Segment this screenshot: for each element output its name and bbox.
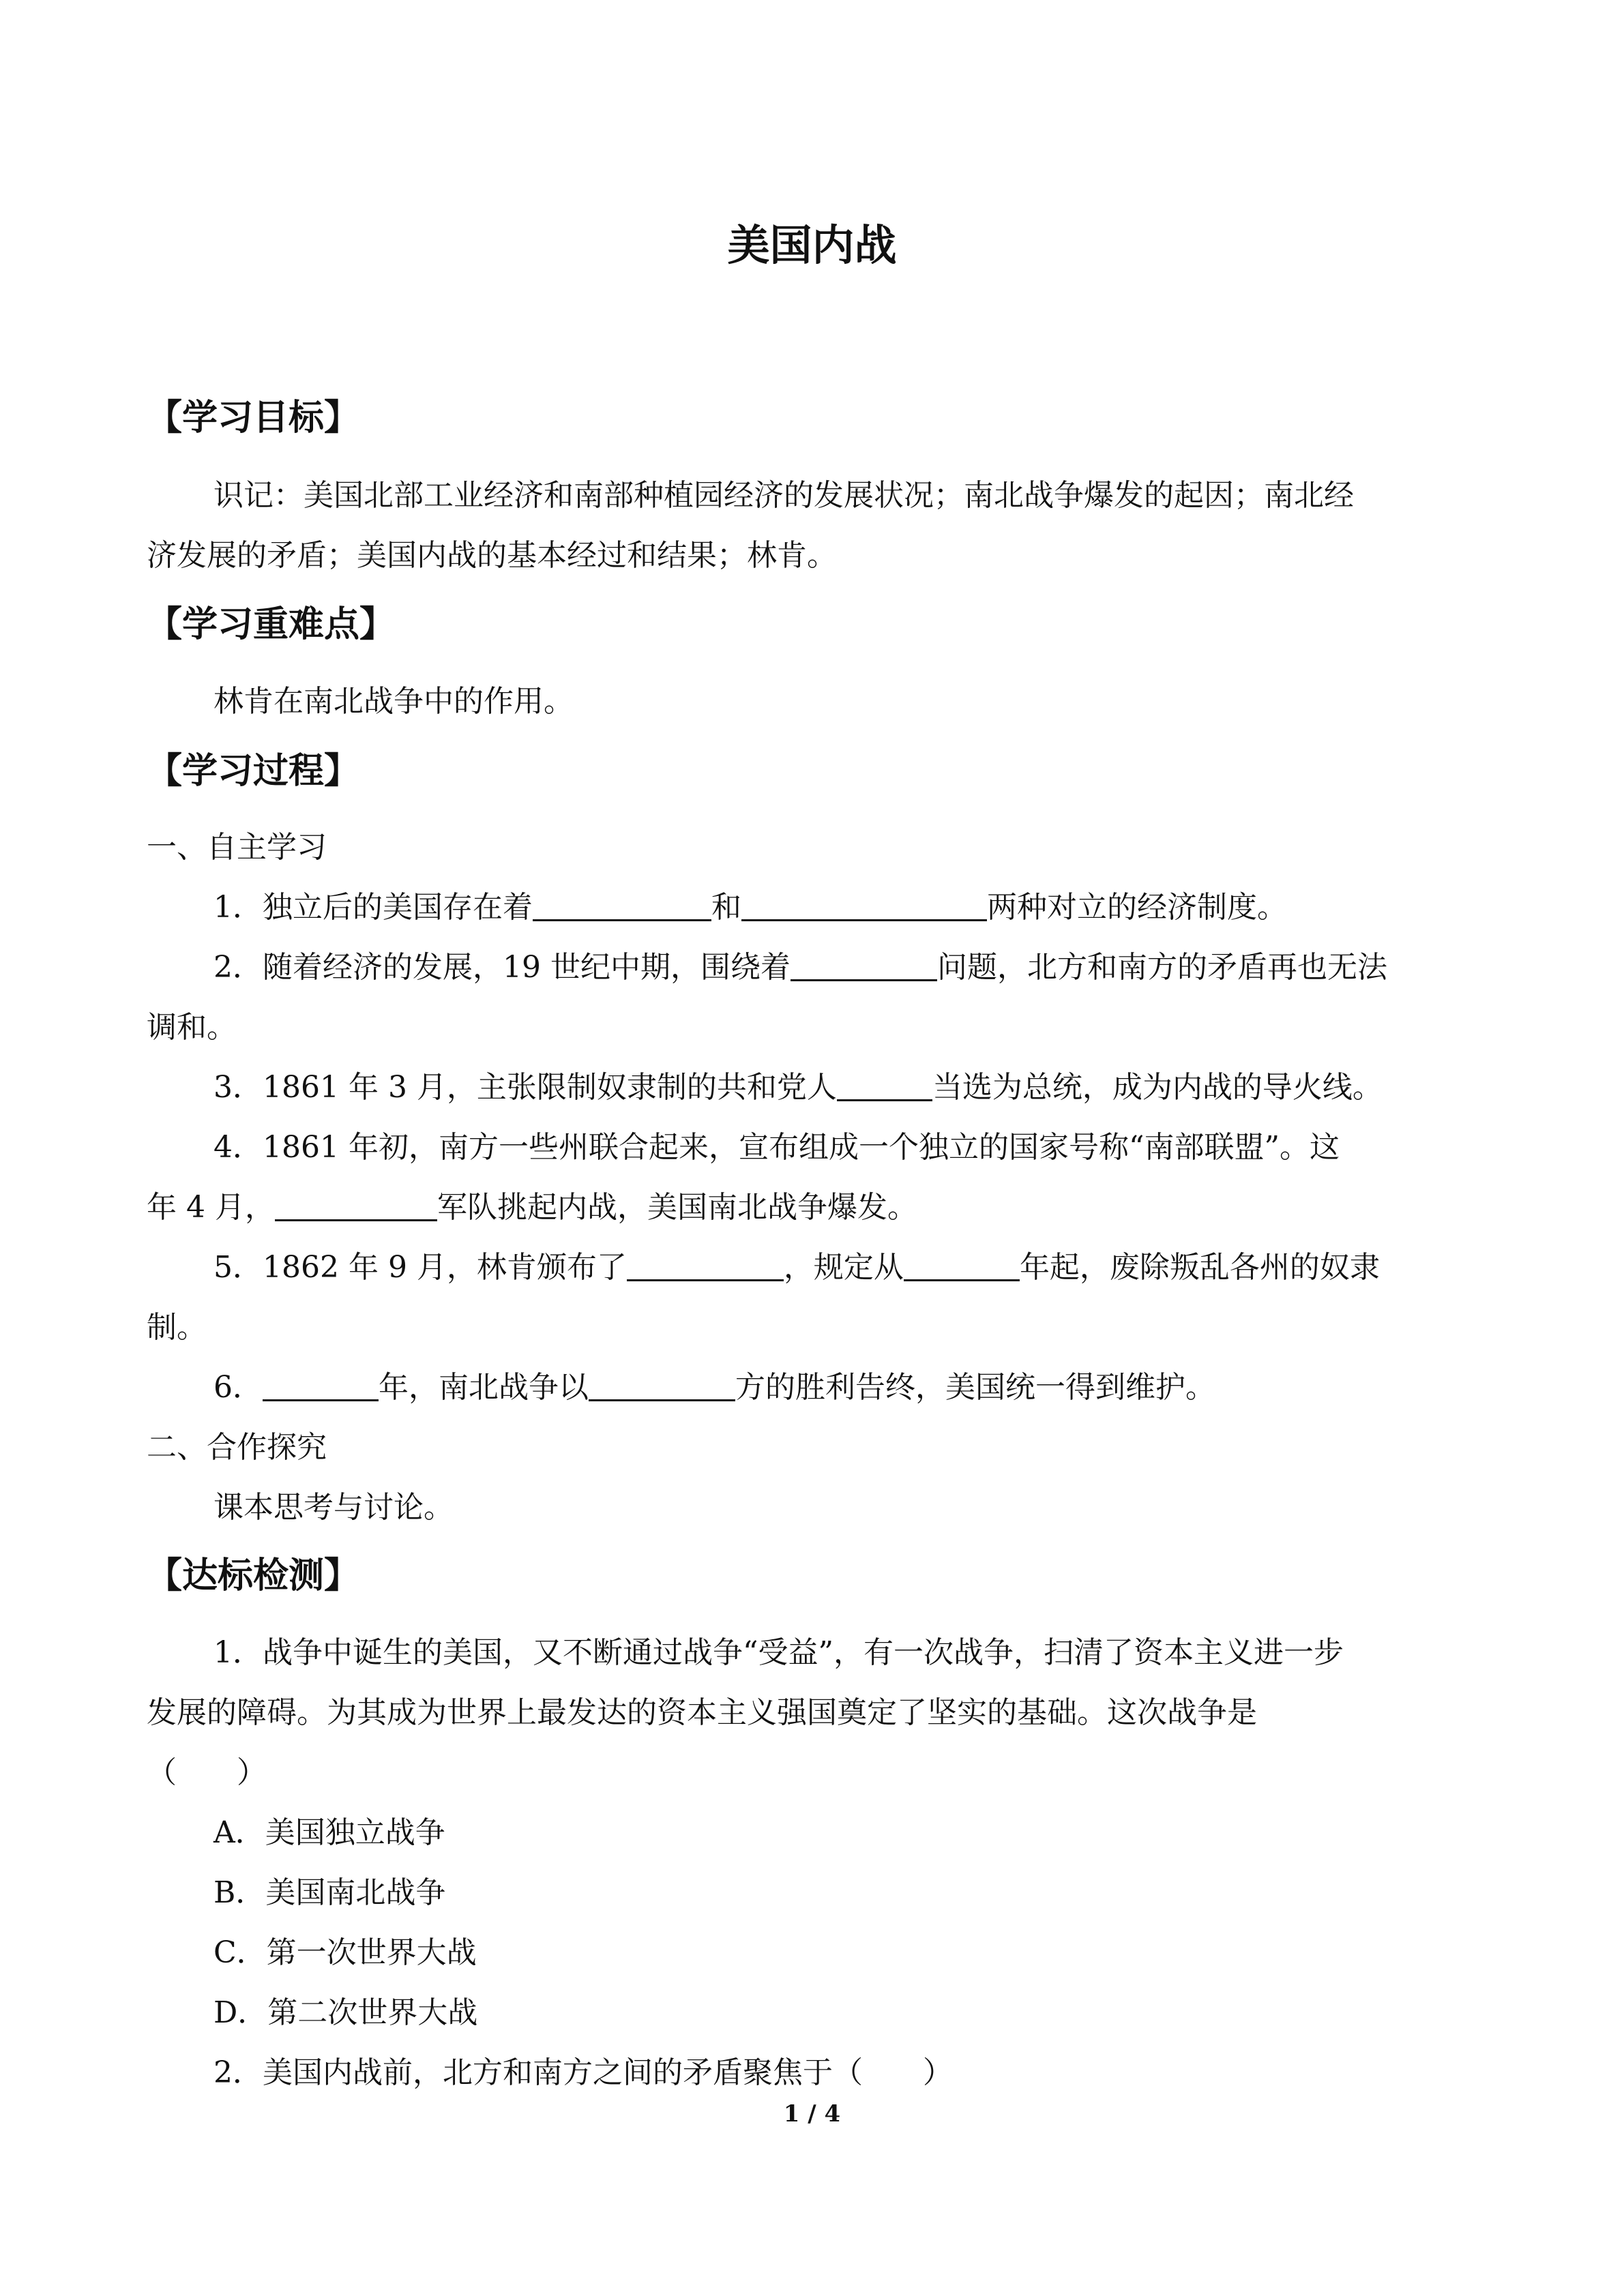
question-4: 4．1861 年初，南方一些州联合起来，宣布组成一个独立的国家号称“南部联盟”。这 bbox=[213, 1130, 1340, 1165]
question-4-continued bbox=[147, 1178, 917, 1238]
question-3 bbox=[213, 1058, 1383, 1118]
page-number: 1 / 4 bbox=[783, 2100, 841, 2128]
question-3-part-a: 3．1861 年 3 月，主张限制奴隶制的共和党人 bbox=[213, 1070, 837, 1105]
question-5-part-b: ，规定从 bbox=[783, 1250, 904, 1285]
question-1 bbox=[213, 878, 1287, 938]
question-2-part-a: 2．随着经济的发展，19 世纪中期，围绕着 bbox=[213, 950, 791, 985]
question-5 bbox=[213, 1238, 1380, 1298]
question-5-part-a: 5．1862 年 9 月，林肯颁布了 bbox=[213, 1250, 627, 1285]
blank-field[interactable] bbox=[741, 892, 987, 921]
question-6-part-a: 6． bbox=[213, 1370, 263, 1405]
blank-field[interactable] bbox=[837, 1072, 932, 1101]
blank-field[interactable] bbox=[904, 1252, 1020, 1281]
question-1-part-b: 和 bbox=[711, 890, 741, 925]
option-b[interactable]: B．美国南北战争 bbox=[213, 1875, 446, 1910]
blank-field[interactable] bbox=[533, 892, 711, 921]
test-question-2: 2．美国内战前，北方和南方之间的矛盾聚焦于（ ） bbox=[213, 2055, 953, 2090]
self-study-label: 一、自主学习 bbox=[147, 830, 327, 865]
blank-field[interactable] bbox=[263, 1372, 379, 1401]
goals-text-line1: 识记：美国北部工业经济和南部种植园经济的发展状况；南北战争爆发的起因；南北经 bbox=[213, 478, 1354, 513]
cooperation-label: 二、合作探究 bbox=[147, 1430, 327, 1465]
test-question-1-line2: 发展的障碍。为其成为世界上最发达的资本主义强国奠定了坚实的基础。这次战争是 bbox=[147, 1695, 1257, 1730]
test-question-1-line1: 1．战争中诞生的美国，又不断通过战争“受益”，有一次战争，扫清了资本主义进一步 bbox=[213, 1635, 1344, 1670]
key-points-text: 林肯在南北战争中的作用。 bbox=[213, 684, 574, 719]
question-2-part-b: 问题，北方和南方的矛盾再也无法 bbox=[936, 950, 1387, 985]
question-1-part-a: 1．独立后的美国存在着 bbox=[213, 890, 533, 925]
cooperation-text: 课本思考与讨论。 bbox=[213, 1490, 454, 1525]
key-points-heading: 【学习重难点】 bbox=[147, 604, 396, 645]
process-heading: 【学习过程】 bbox=[147, 751, 360, 792]
option-c[interactable]: C．第一次世界大战 bbox=[213, 1935, 477, 1970]
question-6 bbox=[213, 1358, 1215, 1418]
answer-parenthesis: （ ） bbox=[147, 1755, 267, 1790]
blank-field[interactable] bbox=[589, 1372, 735, 1401]
question-3-part-b: 当选为总统，成为内战的导火线。 bbox=[932, 1070, 1383, 1105]
blank-field[interactable] bbox=[791, 952, 937, 981]
blank-field[interactable] bbox=[275, 1192, 437, 1221]
question-2 bbox=[213, 938, 1387, 998]
question-6-part-c: 方的胜利告终，美国统一得到维护。 bbox=[735, 1370, 1215, 1405]
page-title: 美国内战 bbox=[727, 220, 897, 270]
question-4-part-c: 军队挑起内战，美国南北战争爆发。 bbox=[437, 1190, 917, 1225]
goals-heading: 【学习目标】 bbox=[147, 398, 360, 438]
goals-text-line2: 济发展的矛盾；美国内战的基本经过和结果；林肯。 bbox=[147, 538, 837, 573]
blank-field[interactable] bbox=[627, 1252, 784, 1281]
option-a[interactable]: A．美国独立战争 bbox=[213, 1815, 445, 1850]
test-heading: 【达标检测】 bbox=[147, 1555, 360, 1596]
question-6-part-b: 年，南北战争以 bbox=[379, 1370, 589, 1405]
option-d[interactable]: D．第二次世界大战 bbox=[213, 1995, 478, 2030]
question-5-continued: 制。 bbox=[147, 1310, 207, 1345]
question-5-part-c: 年起，废除叛乱各州的奴隶 bbox=[1019, 1250, 1380, 1285]
question-2-continued: 调和。 bbox=[147, 1010, 237, 1045]
question-1-part-c: 两种对立的经济制度。 bbox=[987, 890, 1287, 925]
question-4-part-b: 年 4 月， bbox=[147, 1190, 275, 1225]
